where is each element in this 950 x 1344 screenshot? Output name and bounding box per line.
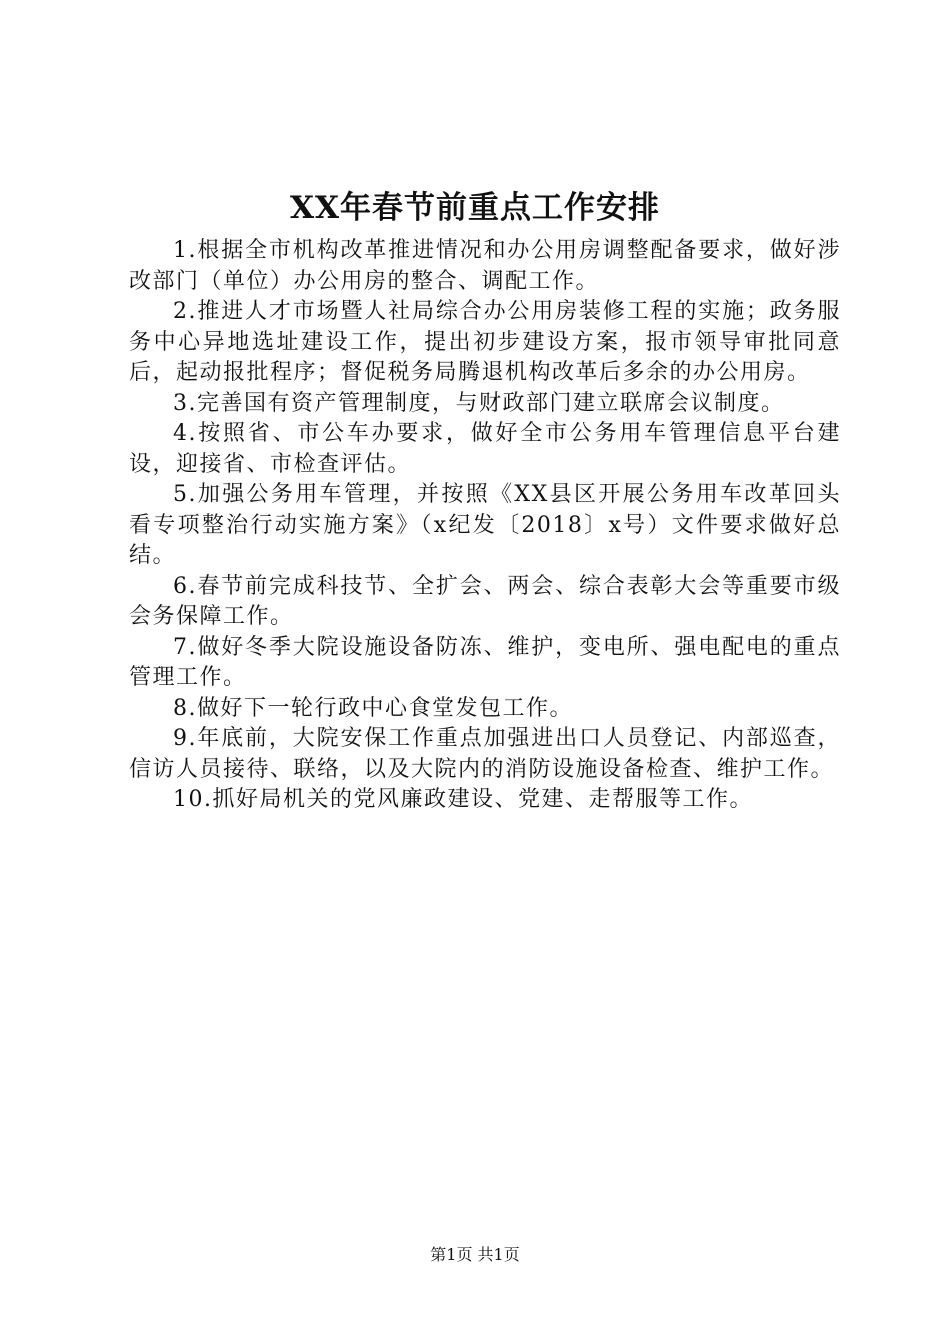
paragraph-9: 9.年底前，大院安保工作重点加强进出口人员登记、内部巡查，信访人员接待、联络，以及大院内的消防设施设备检查、维护工作。 [129, 726, 841, 782]
paragraph-10: 10.抓好局机关的党风廉政建设、党建、走帮服等工作。 [173, 787, 753, 812]
paragraph-6: 6.春节前完成科技节、全扩会、两会、综合表彰大会等重要市级会务保障工作。 [129, 573, 841, 629]
document-body [129, 236, 841, 816]
paragraph-4: 4.按照省、市公车办要求，做好全市公务用车管理信息平台建设，迎接省、市检查评估。 [129, 421, 841, 477]
paragraph-5: 5.加强公务用车管理，并按照《XX县区开展公务用车改革回头看专项整治行动实施方案》（x纪发〔2018〕x号）文件要求做好总结。 [129, 482, 841, 568]
page-footer: 第1页 共1页 [430, 1245, 520, 1264]
paragraph-7: 7.做好冬季大院设施设备防冻、维护，变电所、强电配电的重点管理工作。 [129, 634, 841, 690]
paragraph-1: 1.根据全市机构改革推进情况和办公用房调整配备要求，做好涉改部门（单位）办公用房的整合、调配工作。 [129, 238, 841, 294]
paragraph-8: 8.做好下一轮行政中心食堂发包工作。 [173, 695, 573, 721]
paragraph-3: 3.完善国有资产管理制度，与财政部门建立联席会议制度。 [173, 390, 785, 416]
document-title: XX年春节前重点工作安排 [289, 190, 661, 226]
paragraph-2: 2.推进人才市场暨人社局综合办公用房装修工程的实施；政务服务中心异地选址建设工作，提出初步建设方案，报市领导审批同意后，起动报批程序；督促税务局腾退机构改革后多余的办公用房。 [129, 299, 841, 385]
